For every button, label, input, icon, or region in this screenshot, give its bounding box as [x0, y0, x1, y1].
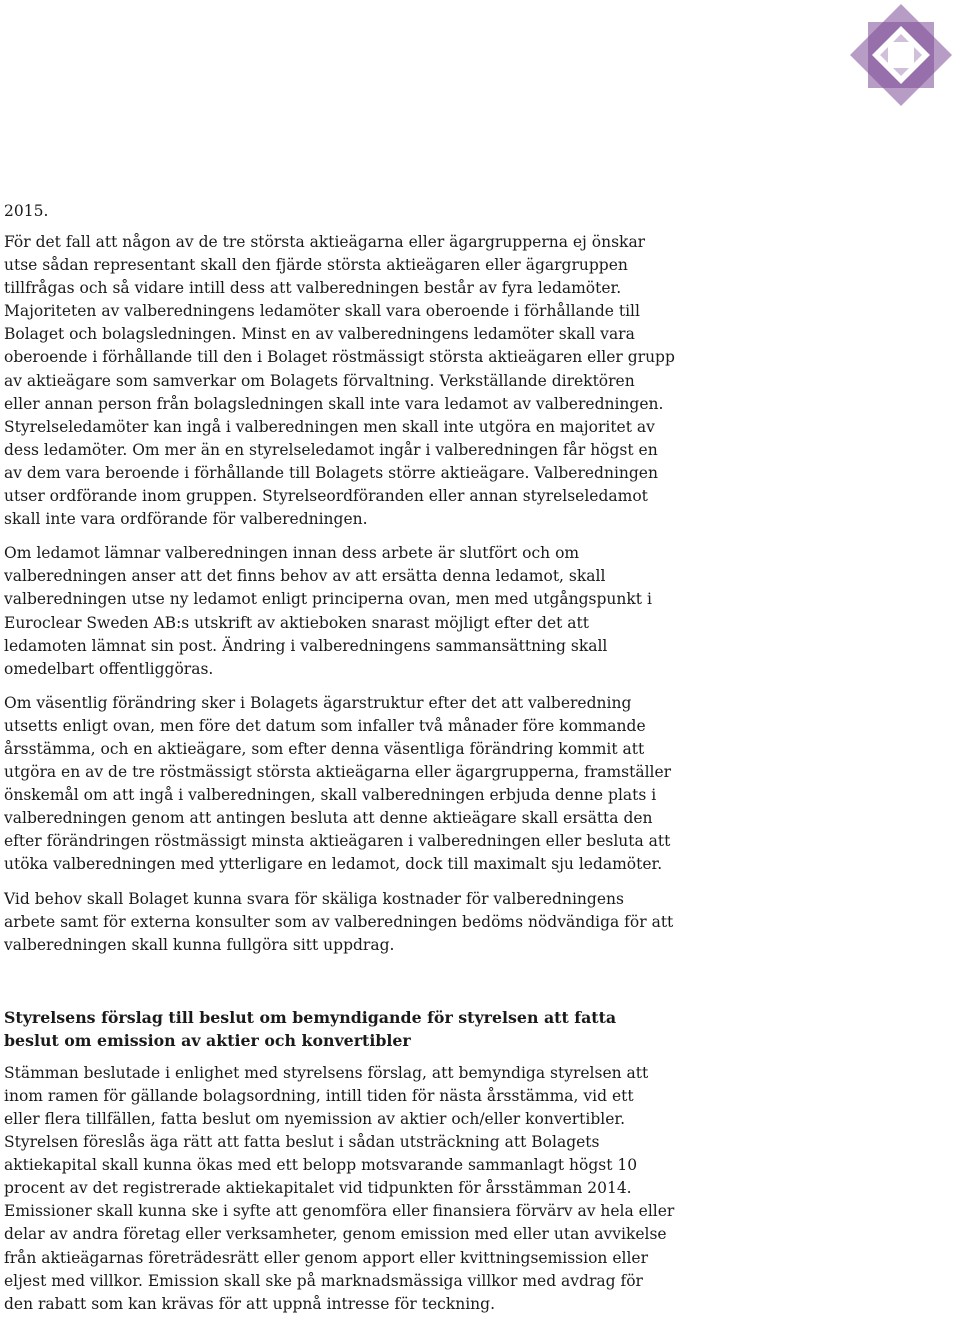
year-fragment: 2015.: [4, 202, 49, 220]
purple-star-logo-icon: [846, 0, 956, 110]
paragraph-ownership-change: Om väsentlig förändring sker i Bolagets ägarstruktur efter det att valberedning utsetts enligt ovan, men före det datum som infaller två månader före kommande årsstämma, och en aktieägare, som efter denna väsentliga förändring kommit att utgöra en av de tre röstmässigt största aktieägarna eller ägargrupperna, framställer önskemål om att ingå i valberedningen, skall valberedningen erbjuda denne plats i valberedningen genom att antingen besluta att denne aktieägare skall ersätta den efter förändringen röstmässigt minsta aktieägaren i valberedningen eller besluta att utöka valberedningen med ytterligare en ledamot, dock till maximalt sju ledamöter.: [4, 693, 672, 874]
section-heading: Styrelsens förslag till beslut om bemyndigande för styrelsen att fatta beslut om emission av aktier och konvertibler: [4, 1007, 617, 1050]
paragraph-emission-authorization: Stämman beslutade i enlighet med styrelsens förslag, att bemyndiga styrelsen att inom ramen för gällande bolagsordning, intill tiden för nästa årsstämma, vid ett eller flera tillfällen, fatta beslut om nyemission av aktier och/eller konvertibler. Styrelsen föreslås äga rätt att fatta beslut i sådan utsträckning att Bolagets aktiekapital skall kunna ökas med ett belopp motsvarande sammanlagt högst 10 procent av det registrerade aktiekapitalet vid tidpunkten för årsstämman 2014. Emissioner skall kunna ske i syfte att genomföra eller finansiera förvärv av hela eller delar av andra företag eller verksamheter, genom emission med eller utan avvikelse från aktieägarnas företrädesrätt eller genom apport eller kvittningsemission eller eljest med villkor. Emission skall ske på marknadsmässiga villkor med avdrag för den rabatt som kan krävas för att uppnå intresse för teckning.: [4, 1063, 675, 1313]
paragraph-member-replacement: Om ledamot lämnar valberedningen innan dess arbete är slutfört och om valberedningen anser att det finns behov av att ersätta denna ledamot, skall valberedningen utse ny ledamot enligt principerna ovan, men med utgångspunkt i Euroclear Sweden AB:s utskrift av aktieboken snarast möjligt efter det att ledamoten lämnat sin post. Ändring i valberedningens sammansättning skall omedelbart offentliggöras.: [4, 544, 652, 678]
paragraph-costs: Vid behov skall Bolaget kunna svara för skäliga kostnader för valberedningens arbete samt för externa konsulter som av valberedningen bedöms nödvändiga för att valberedningen skall kunna fullgöra sitt uppdrag.: [4, 889, 674, 954]
document-page: [4, 196, 694, 1327]
paragraph-composition: För det fall att någon av de tre största aktieägarna eller ägargrupperna ej önskar utse sådan representant skall den fjärde största aktieägaren eller ägargruppen tillfrågas och så vidare intill dess att valberedningen består av fyra ledamöter. Majoriteten av valberedningens ledamöter skall vara oberoende i förhållande till Bolaget och bolagsledningen. Minst en av valberedningens ledamöter skall vara oberoende i förhållande till den i Bolaget röstmässigt största aktieägaren eller grupp av aktieägare som samverkar om Bolagets förvaltning. Verkställande direktören eller annan person från bolagsledningen skall inte vara ledamot av valberedningen. Styrelseledamöter kan ingå i valberedningen men skall inte utgöra en majoritet av dess ledamöter. Om mer än en styrelseledamot ingår i valberedningen får högst en av dem vara beroende i förhållande till Bolagets större aktieägare. Valberedningen utser ordförande inom gruppen. Styrelseordföranden eller annan styrelseledamot skall inte vara ordförande för valberedningen.: [4, 233, 675, 529]
